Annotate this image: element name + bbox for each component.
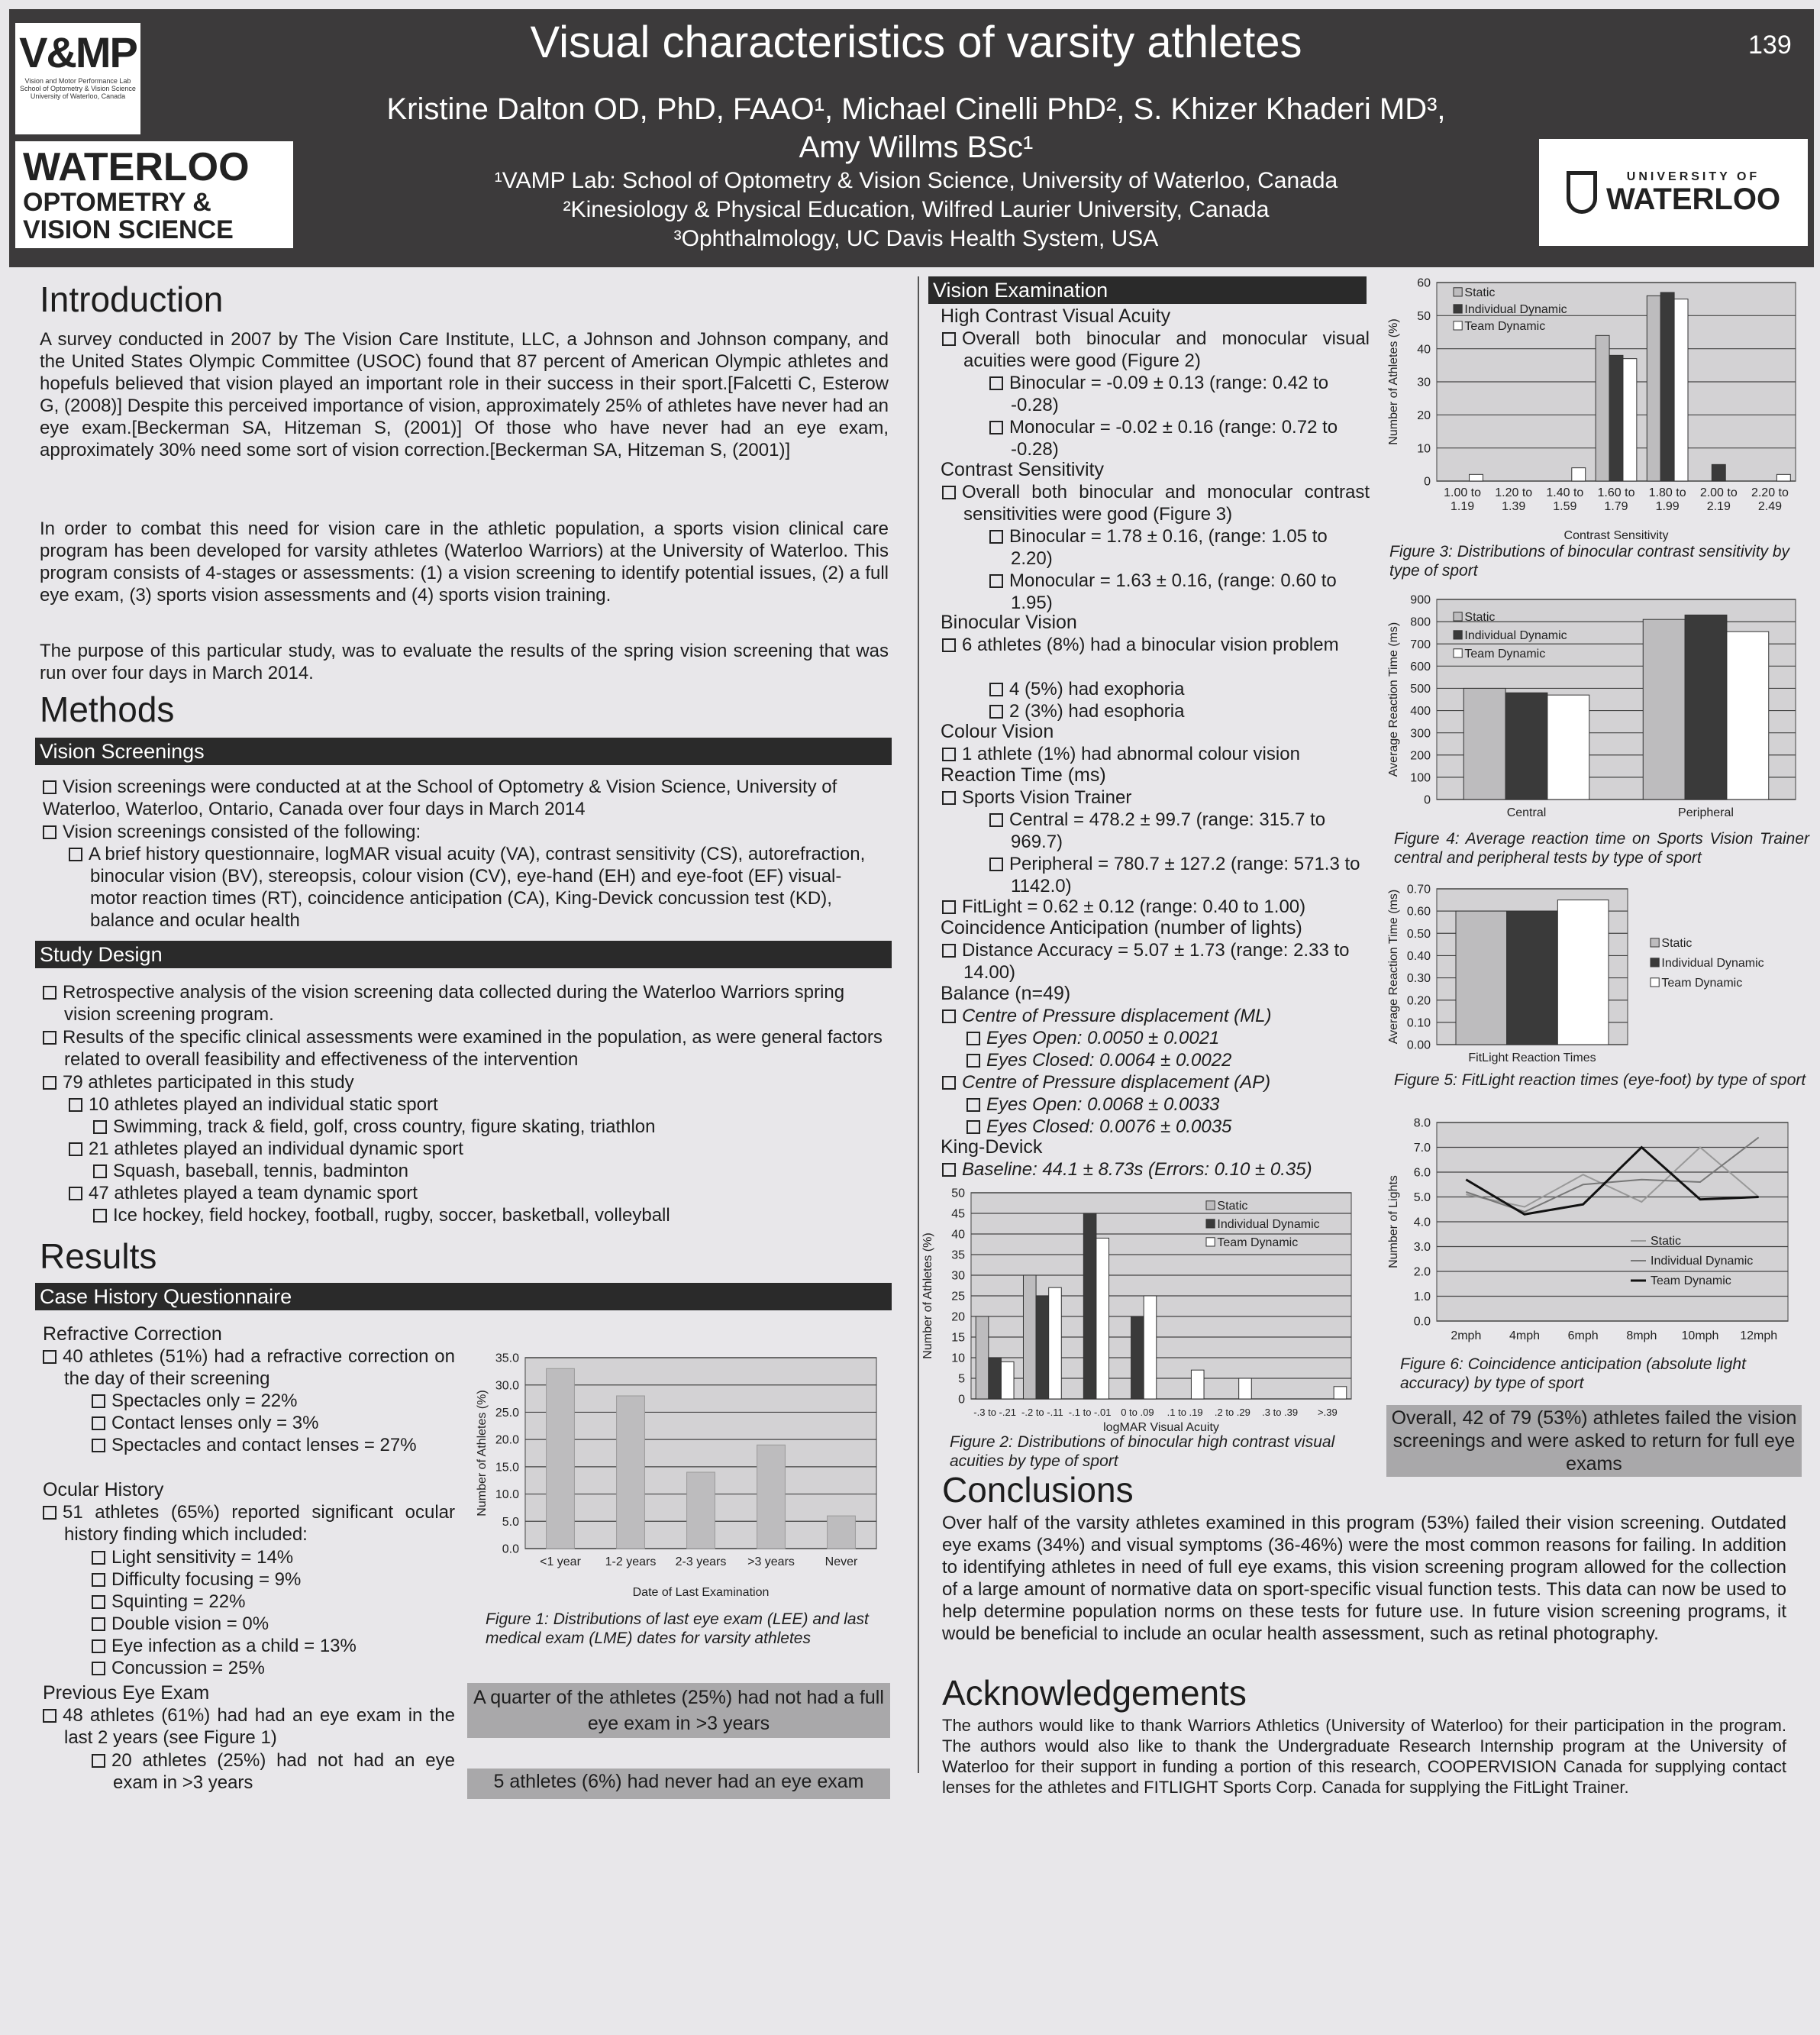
x-tick-label: 1-2 years: [605, 1555, 657, 1568]
bar: [617, 1396, 645, 1549]
y-tick-label: 50: [951, 1187, 965, 1200]
legend-entry: Team Dynamic: [1464, 648, 1546, 661]
y-tick-label: 0.70: [1406, 883, 1431, 896]
bar: [1712, 464, 1725, 481]
y-tick-label: 800: [1410, 615, 1431, 629]
x-tick-label: 1.79: [1604, 500, 1628, 513]
bar: [989, 1358, 1002, 1399]
y-tick-label: 8.0: [1413, 1116, 1431, 1130]
refractive-correction-heading: Refractive Correction: [43, 1323, 222, 1345]
introduction-heading: Introduction: [40, 279, 224, 319]
y-tick-label: 300: [1410, 727, 1431, 741]
list-item: Light sensitivity = 14%: [92, 1546, 458, 1568]
bar: [1456, 911, 1507, 1045]
x-tick-label: -.1 to -.01: [1068, 1407, 1112, 1418]
bar: [1643, 619, 1685, 799]
legend-entry: Team Dynamic: [1217, 1236, 1299, 1249]
balance-heading: Balance (n=49): [941, 983, 1071, 1004]
bar: [1572, 468, 1586, 481]
y-tick-label: 6.0: [1413, 1166, 1431, 1180]
acknowledgements-paragraph: The authors would like to thank Warriors Athletics (University of Waterloo) for their participation in the program. The authors would also like to thank the Undergraduate Research Internship program at the University of Waterloo for their support in funding a portion of this research, COOPERVISION Canada for supplying contact lenses for the athletes and FITLIGHT Sports Corp. Canada for supplying the FitLight Trainer.: [942, 1716, 1786, 1797]
bar: [1507, 911, 1558, 1045]
y-tick-label: 200: [1410, 749, 1431, 763]
x-tick-label: Central: [1506, 806, 1547, 819]
y-tick-label: 3.0: [1413, 1241, 1431, 1255]
y-tick-label: 0.0: [1413, 1315, 1431, 1329]
x-tick-label: 2.49: [1757, 500, 1782, 513]
list-item: Squash, baseball, tennis, badminton: [93, 1160, 883, 1182]
vision-examination-bar: Vision Examination: [928, 276, 1367, 304]
y-tick-label: 0: [958, 1393, 965, 1407]
y-tick-label: 100: [1410, 771, 1431, 785]
y-tick-label: 10: [1417, 442, 1431, 456]
list-item: Central = 478.2 ± 99.7 (range: 315.7 to 969.7): [989, 809, 1370, 853]
figure-3-chart: [1379, 275, 1806, 542]
y-tick-label: 0: [1424, 475, 1431, 489]
x-tick-label: 1.39: [1502, 500, 1526, 513]
bar: [1776, 474, 1790, 481]
y-axis-label: Average Reaction Time (ms): [1387, 889, 1400, 1045]
y-tick-label: 0.0: [502, 1542, 519, 1556]
y-tick-label: 700: [1410, 638, 1431, 651]
conclusions-paragraph: Over half of the varsity athletes examined in this program (53%) failed their vision screening. Outdated eye exams (34%) and visual symptoms (36-46%) were the most common reasons for failing. In addition to identifying athletes in need of full eye exams, this vision screening program allowed for the collection of a large amount of normative data on sport-specific visual function tests. This data can now be used to help determine population norms on these tests for future use. In future vision screening programs, it would be beneficial to include an ocular health assessment, such as retinal photography.: [942, 1513, 1786, 1644]
x-tick-label: 12mph: [1740, 1329, 1778, 1342]
list-item: 4 (5%) had exophoria: [989, 678, 1370, 700]
y-tick-label: 30.0: [495, 1379, 519, 1393]
ocular-history-heading: Ocular History: [43, 1479, 164, 1500]
bar: [1334, 1387, 1347, 1399]
y-tick-label: 25: [951, 1290, 965, 1303]
legend-entry: Individual Dynamic: [1651, 1255, 1754, 1268]
bar: [828, 1516, 856, 1549]
x-tick-label: 6mph: [1567, 1329, 1599, 1342]
contrast-sensitivity-heading: Contrast Sensitivity: [941, 459, 1104, 480]
list-item: Contact lenses only = 3%: [92, 1412, 458, 1434]
figure-2-chart: [921, 1185, 1374, 1437]
figure-4-chart: [1379, 592, 1806, 829]
y-tick-label: 500: [1410, 683, 1431, 696]
list-item: 48 athletes (61%) had had an eye exam in the last 2 years (see Figure 1): [43, 1704, 455, 1749]
list-item: Binocular = 1.78 ± 0.16, (range: 1.05 to 2.20): [989, 525, 1370, 570]
university-of-waterloo-logo: UNIVERSITY OF WATERLOO: [1539, 139, 1808, 246]
poster-title: Visual characteristics of varsity athletes: [530, 18, 1302, 67]
y-tick-label: 0.30: [1406, 972, 1431, 986]
list-item: Swimming, track & field, golf, cross country, figure skating, triathlon: [93, 1116, 883, 1138]
y-tick-label: 600: [1410, 660, 1431, 673]
bar: [1647, 296, 1660, 481]
list-item: Eyes Closed: 0.0076 ± 0.0035: [966, 1116, 1370, 1138]
column-divider: [918, 276, 919, 1773]
bar: [1144, 1296, 1157, 1399]
list-item: Vision screenings consisted of the following:: [43, 821, 883, 843]
methods-heading: Methods: [40, 690, 175, 729]
y-tick-label: 10: [951, 1352, 965, 1365]
list-item: Eyes Open: 0.0050 ± 0.0021: [966, 1027, 1370, 1049]
legend-entry: Team Dynamic: [1661, 977, 1743, 990]
overall-result-box: Overall, 42 of 79 (53%) athletes failed the vision screenings and were asked to return for full eye exams: [1386, 1405, 1802, 1477]
bar: [757, 1445, 786, 1549]
list-item: FitLight = 0.62 ± 0.12 (range: 0.40 to 1.00): [942, 896, 1370, 918]
y-tick-label: 7.0: [1413, 1142, 1431, 1155]
x-axis-label: Date of Last Examination: [632, 1586, 770, 1599]
list-item: Spectacles only = 22%: [92, 1390, 458, 1412]
figure-1-caption: Figure 1: Distributions of last eye exam (LEE) and last medical exam (LME) dates for varsity athletes: [486, 1610, 869, 1647]
x-axis-label: logMAR Visual Acuity: [1103, 1421, 1219, 1434]
legend-swatch: [1651, 938, 1659, 947]
legend-swatch: [1454, 631, 1462, 639]
reaction-time-heading: Reaction Time (ms): [941, 764, 1106, 786]
bar: [1609, 355, 1623, 481]
bar: [1727, 631, 1769, 799]
figure-1-chart: [466, 1344, 893, 1604]
list-item: Distance Accuracy = 5.07 ± 1.73 (range: 2.33 to 14.00): [942, 939, 1370, 984]
y-tick-label: 35.0: [495, 1352, 519, 1365]
y-tick-label: 35: [951, 1248, 965, 1262]
legend-swatch: [1651, 958, 1659, 967]
list-item: Monocular = 1.63 ± 0.16, (range: 0.60 to 1.95): [989, 570, 1370, 614]
acknowledgements-heading: Acknowledgements: [942, 1673, 1247, 1713]
x-tick-label: 1.00 to: [1444, 486, 1482, 499]
y-tick-label: 1.0: [1413, 1290, 1431, 1304]
figure-4-caption: Figure 4: Average reaction time on Sports Vision Trainer central and peripheral tests by type of sport: [1394, 830, 1809, 867]
legend-entry: Static: [1651, 1235, 1682, 1248]
coincidence-anticipation-heading: Coincidence Anticipation (number of lights): [941, 917, 1302, 938]
legend-swatch: [1454, 305, 1462, 313]
y-tick-label: 20.0: [495, 1433, 519, 1447]
list-item: Centre of Pressure displacement (ML): [942, 1005, 1370, 1027]
y-tick-label: 0.00: [1406, 1038, 1431, 1052]
x-tick-label: 2mph: [1451, 1329, 1482, 1342]
authors: Kristine Dalton OD, PhD, FAAO¹, Michael Cinelli PhD², S. Khizer Khaderi MD³, Amy Willms BSc¹: [386, 92, 1446, 164]
list-item: 40 athletes (51%) had a refractive correction on the day of their screening: [43, 1345, 455, 1390]
x-tick-label: 4mph: [1509, 1329, 1541, 1342]
y-tick-label: 0.20: [1406, 994, 1431, 1008]
legend-swatch: [1454, 612, 1462, 621]
legend-entry: Static: [1464, 611, 1496, 624]
bar: [1001, 1362, 1014, 1399]
figure-6-chart: [1379, 1115, 1806, 1359]
x-tick-label: 1.20 to: [1495, 486, 1533, 499]
list-item: Concussion = 25%: [92, 1657, 458, 1679]
x-tick-label: 10mph: [1681, 1329, 1719, 1342]
list-item: Binocular = -0.09 ± 0.13 (range: 0.42 to -0.28): [989, 372, 1370, 416]
bar: [1191, 1370, 1204, 1399]
vision-screenings-bar: Vision Screenings: [35, 738, 892, 765]
bar: [1096, 1238, 1109, 1399]
bar: [1557, 900, 1609, 1045]
legend-entry: Individual Dynamic: [1464, 629, 1567, 642]
y-tick-label: 30: [1417, 376, 1431, 389]
legend-swatch: [1454, 321, 1462, 330]
legend-entry: Individual Dynamic: [1464, 303, 1567, 316]
legend-swatch: [1454, 288, 1462, 296]
bar: [1685, 615, 1727, 799]
vamp-logo: V&MP Vision and Motor Performance Lab School of Optometry & Vision Science University of Waterloo, Canada: [15, 23, 140, 134]
bar: [1239, 1378, 1252, 1399]
x-tick-label: .1 to .19: [1167, 1407, 1203, 1418]
legend-swatch: [1454, 649, 1462, 657]
bar: [1547, 695, 1589, 799]
y-tick-label: 15: [951, 1331, 965, 1345]
x-tick-label: 1.40 to: [1546, 486, 1584, 499]
x-tick-label: Never: [824, 1555, 858, 1568]
list-item: 2 (3%) had esophoria: [989, 700, 1370, 722]
list-item: 1 athlete (1%) had abnormal colour vision: [942, 743, 1370, 765]
legend-entry: Static: [1217, 1200, 1248, 1213]
x-tick-label: 2.00 to: [1699, 486, 1738, 499]
x-tick-label: 1.19: [1451, 500, 1475, 513]
legend-entry: Static: [1661, 937, 1693, 950]
y-tick-label: 45: [951, 1207, 965, 1221]
y-tick-label: 40: [951, 1228, 965, 1242]
figure-6-caption: Figure 6: Coincidence anticipation (absolute light accuracy) by type of sport: [1400, 1355, 1746, 1392]
y-tick-label: 400: [1410, 705, 1431, 719]
x-tick-label: 1.60 to: [1597, 486, 1635, 499]
affiliations: ¹VAMP Lab: School of Optometry & Vision Science, University of Waterloo, Canada ²Kinesiology & Physical Education, Wilfred Laurier University, Canada ³Ophthalmology, UC Davis Health System, USA: [494, 168, 1338, 251]
bar: [547, 1368, 575, 1549]
y-tick-label: 5.0: [502, 1515, 519, 1529]
y-tick-label: 0.10: [1406, 1016, 1431, 1030]
bar: [1463, 688, 1505, 799]
bar: [1596, 335, 1609, 481]
y-axis-label: Number of Athletes (%): [1387, 318, 1400, 445]
list-item: Difficulty focusing = 9%: [92, 1568, 458, 1591]
list-item: Double vision = 0%: [92, 1613, 458, 1635]
legend-swatch: [1206, 1238, 1215, 1246]
x-axis-label: Contrast Sensitivity: [1563, 529, 1669, 542]
list-item: 6 athletes (8%) had a binocular vision problem: [942, 634, 1370, 656]
x-tick-label: 1.80 to: [1648, 486, 1686, 499]
y-tick-label: 15.0: [495, 1461, 519, 1475]
study-design-bar: Study Design: [35, 941, 892, 968]
figure-2-caption: Figure 2: Distributions of binocular high contrast visual acuities by type of sport: [950, 1433, 1335, 1470]
list-item: Centre of Pressure displacement (AP): [942, 1071, 1370, 1093]
x-tick-label: FitLight Reaction Times: [1468, 1051, 1596, 1064]
y-tick-label: 4.0: [1413, 1216, 1431, 1229]
legend-swatch: [1206, 1201, 1215, 1210]
list-item: Sports Vision Trainer: [942, 787, 1370, 809]
list-item: 51 athletes (65%) reported significant ocular history finding which included:: [43, 1501, 455, 1546]
x-tick-label: 0 to .09: [1121, 1407, 1154, 1418]
x-tick-label: 2.19: [1706, 500, 1731, 513]
king-devick-heading: King-Devick: [941, 1136, 1043, 1158]
y-tick-label: 0.40: [1406, 950, 1431, 964]
intro-paragraph-1: A survey conducted in 2007 by The Vision Care Institute, LLC, a Johnson and Johnson company, and the United States Olympic Committee (USOC) found that 87 percent of American Olympic athletes and hopefuls believed that vision played an important role in their success in their sport.[Falcetti C, Esterow G, (2008)] Despite this perceived importance of vision, approximately 25% of athletes have never had an eye exam.[Beckerman SA, Hitzeman S, (2001)] Of those who have never had an eye exam, approximately 30% need some sort of vision correction.[Beckerman SA, Hitzeman S, (2001)]: [40, 329, 889, 460]
bar: [1083, 1213, 1096, 1399]
y-axis-label: Number of Athletes (%): [921, 1232, 934, 1359]
y-tick-label: 50: [1417, 309, 1431, 323]
list-item: Overall both binocular and monocular contrast sensitivities were good (Figure 3): [942, 481, 1370, 525]
callout-box-never: 5 athletes (6%) had never had an eye exam: [467, 1769, 890, 1799]
bar: [1023, 1275, 1036, 1399]
y-tick-label: 60: [1417, 276, 1431, 290]
list-item: 20 athletes (25%) had not had an eye exam in >3 years: [92, 1749, 455, 1794]
list-item: Monocular = -0.02 ± 0.16 (range: 0.72 to -0.28): [989, 416, 1370, 460]
bar: [1049, 1287, 1062, 1399]
y-tick-label: 0: [1424, 793, 1431, 807]
x-tick-label: 8mph: [1626, 1329, 1657, 1342]
list-item: Spectacles and contact lenses = 27%: [92, 1434, 458, 1456]
x-tick-label: -.2 to -.11: [1021, 1407, 1063, 1418]
bar: [1674, 299, 1688, 481]
list-item: Eye infection as a child = 13%: [92, 1635, 458, 1657]
list-item: Overall both binocular and monocular visual acuities were good (Figure 2): [942, 328, 1370, 372]
x-tick-label: >3 years: [747, 1555, 795, 1568]
x-tick-label: 1.99: [1655, 500, 1680, 513]
bar: [1131, 1316, 1144, 1399]
bar: [1623, 359, 1637, 481]
y-tick-label: 20: [1417, 409, 1431, 422]
waterloo-optometry-logo: WATERLOO OPTOMETRY & VISION SCIENCE: [15, 141, 293, 248]
list-item: 47 athletes played a team dynamic sport: [69, 1182, 883, 1204]
legend-entry: Team Dynamic: [1464, 320, 1546, 333]
legend-entry: Individual Dynamic: [1217, 1218, 1320, 1231]
y-tick-label: 0.50: [1406, 927, 1431, 941]
list-item: Retrospective analysis of the vision screening data collected during the Waterloo Warriors spring vision screening program.: [43, 981, 883, 1026]
bar: [1505, 693, 1547, 799]
y-tick-label: 5.0: [1413, 1191, 1431, 1205]
list-item: Peripheral = 780.7 ± 127.2 (range: 571.3 to 1142.0): [989, 853, 1370, 897]
bar: [1470, 474, 1483, 481]
y-tick-label: 10.0: [495, 1488, 519, 1502]
intro-paragraph-2: In order to combat this need for vision care in the athletic population, a sports vision clinical care program has been developed for varsity athletes (Waterloo Warriors) at the University of Waterloo. This program consists of 4-stages or assessments: (1) a vision screening to identify potential issues, (2) a full eye exam, (3) sports vision assessments and (4) sports vision training.: [40, 518, 889, 606]
y-tick-label: 2.0: [1413, 1265, 1431, 1279]
callout-box-quarter: A quarter of the athletes (25%) had not had a full eye exam in >3 years: [467, 1683, 890, 1738]
x-tick-label: 1.59: [1553, 500, 1577, 513]
legend-entry: Individual Dynamic: [1661, 957, 1764, 970]
x-tick-label: .3 to .39: [1262, 1407, 1299, 1418]
y-tick-label: 20: [951, 1310, 965, 1324]
list-item: 21 athletes played an individual dynamic sport: [69, 1138, 883, 1160]
list-item: Squinting = 22%: [92, 1591, 458, 1613]
hc-va-heading: High Contrast Visual Acuity: [941, 305, 1171, 327]
list-item: Baseline: 44.1 ± 8.73s (Errors: 0.10 ± 0.35): [942, 1158, 1370, 1181]
results-heading: Results: [40, 1236, 157, 1276]
shield-icon: [1567, 171, 1597, 214]
y-axis-label: Average Reaction Time (ms): [1387, 622, 1400, 777]
y-tick-label: 0.60: [1406, 905, 1431, 919]
list-item: Vision screenings were conducted at at the School of Optometry & Vision Science, University of Waterloo, Waterloo, Ontario, Canada over four days in March 2014: [43, 777, 837, 819]
page-number: 139: [1748, 31, 1792, 60]
list-item: Ice hockey, field hockey, football, rugby, soccer, basketball, volleyball: [93, 1204, 883, 1226]
x-tick-label: <1 year: [540, 1555, 581, 1568]
colour-vision-heading: Colour Vision: [941, 721, 1054, 742]
legend-swatch: [1651, 978, 1659, 987]
x-tick-label: .2 to .29: [1214, 1407, 1250, 1418]
y-tick-label: 30: [951, 1269, 965, 1283]
legend-swatch: [1206, 1219, 1215, 1228]
x-tick-label: 2.20 to: [1751, 486, 1789, 499]
y-tick-label: 5: [958, 1372, 965, 1386]
list-item: Eyes Closed: 0.0064 ± 0.0022: [966, 1049, 1370, 1071]
list-item: 79 athletes participated in this study: [43, 1071, 883, 1093]
case-history-bar: Case History Questionnaire: [35, 1283, 892, 1310]
list-item: 10 athletes played an individual static sport: [69, 1093, 883, 1116]
x-tick-label: Peripheral: [1678, 806, 1734, 819]
figure-5-caption: Figure 5: FitLight reaction times (eye-foot) by type of sport: [1394, 1071, 1806, 1089]
conclusions-heading: Conclusions: [942, 1470, 1134, 1510]
legend-entry: Team Dynamic: [1651, 1274, 1731, 1287]
y-axis-label: Number of Athletes (%): [476, 1390, 489, 1517]
legend-entry: Static: [1464, 286, 1496, 299]
binocular-vision-heading: Binocular Vision: [941, 612, 1077, 633]
x-tick-label: >.39: [1318, 1407, 1338, 1418]
bar: [976, 1316, 989, 1399]
bar: [1660, 292, 1674, 481]
figure-3-caption: Figure 3: Distributions of binocular contrast sensitivity by type of sport: [1389, 543, 1790, 580]
y-tick-label: 900: [1410, 593, 1431, 607]
intro-paragraph-3: The purpose of this particular study, was to evaluate the results of the spring vision screening that was run over four days in March 2014.: [40, 641, 889, 683]
previous-eye-exam-heading: Previous Eye Exam: [43, 1682, 210, 1704]
x-tick-label: 2-3 years: [675, 1555, 727, 1568]
y-tick-label: 40: [1417, 343, 1431, 357]
x-tick-label: -.3 to -.21: [973, 1407, 1016, 1418]
figure-5-chart: [1379, 878, 1806, 1069]
list-item: A brief history questionnaire, logMAR visual acuity (VA), contrast sensitivity (CS), autorefraction, binocular vision (BV), stereopsis, colour vision (CV), eye-hand (EH) and eye-foot (EF) visual-motor reaction times (RT), coincidence anticipation (CA), King-Devick concussion test (KD), balance and ocular health: [69, 843, 883, 932]
bar: [687, 1472, 715, 1549]
list-item: Results of the specific clinical assessments were examined in the population, as were general factors related to overall feasibility and effectiveness of the intervention: [43, 1026, 883, 1071]
list-item: Eyes Open: 0.0068 ± 0.0033: [966, 1093, 1370, 1116]
y-tick-label: 25.0: [495, 1407, 519, 1420]
bar: [1036, 1296, 1049, 1399]
y-axis-label: Number of Lights: [1387, 1175, 1400, 1268]
